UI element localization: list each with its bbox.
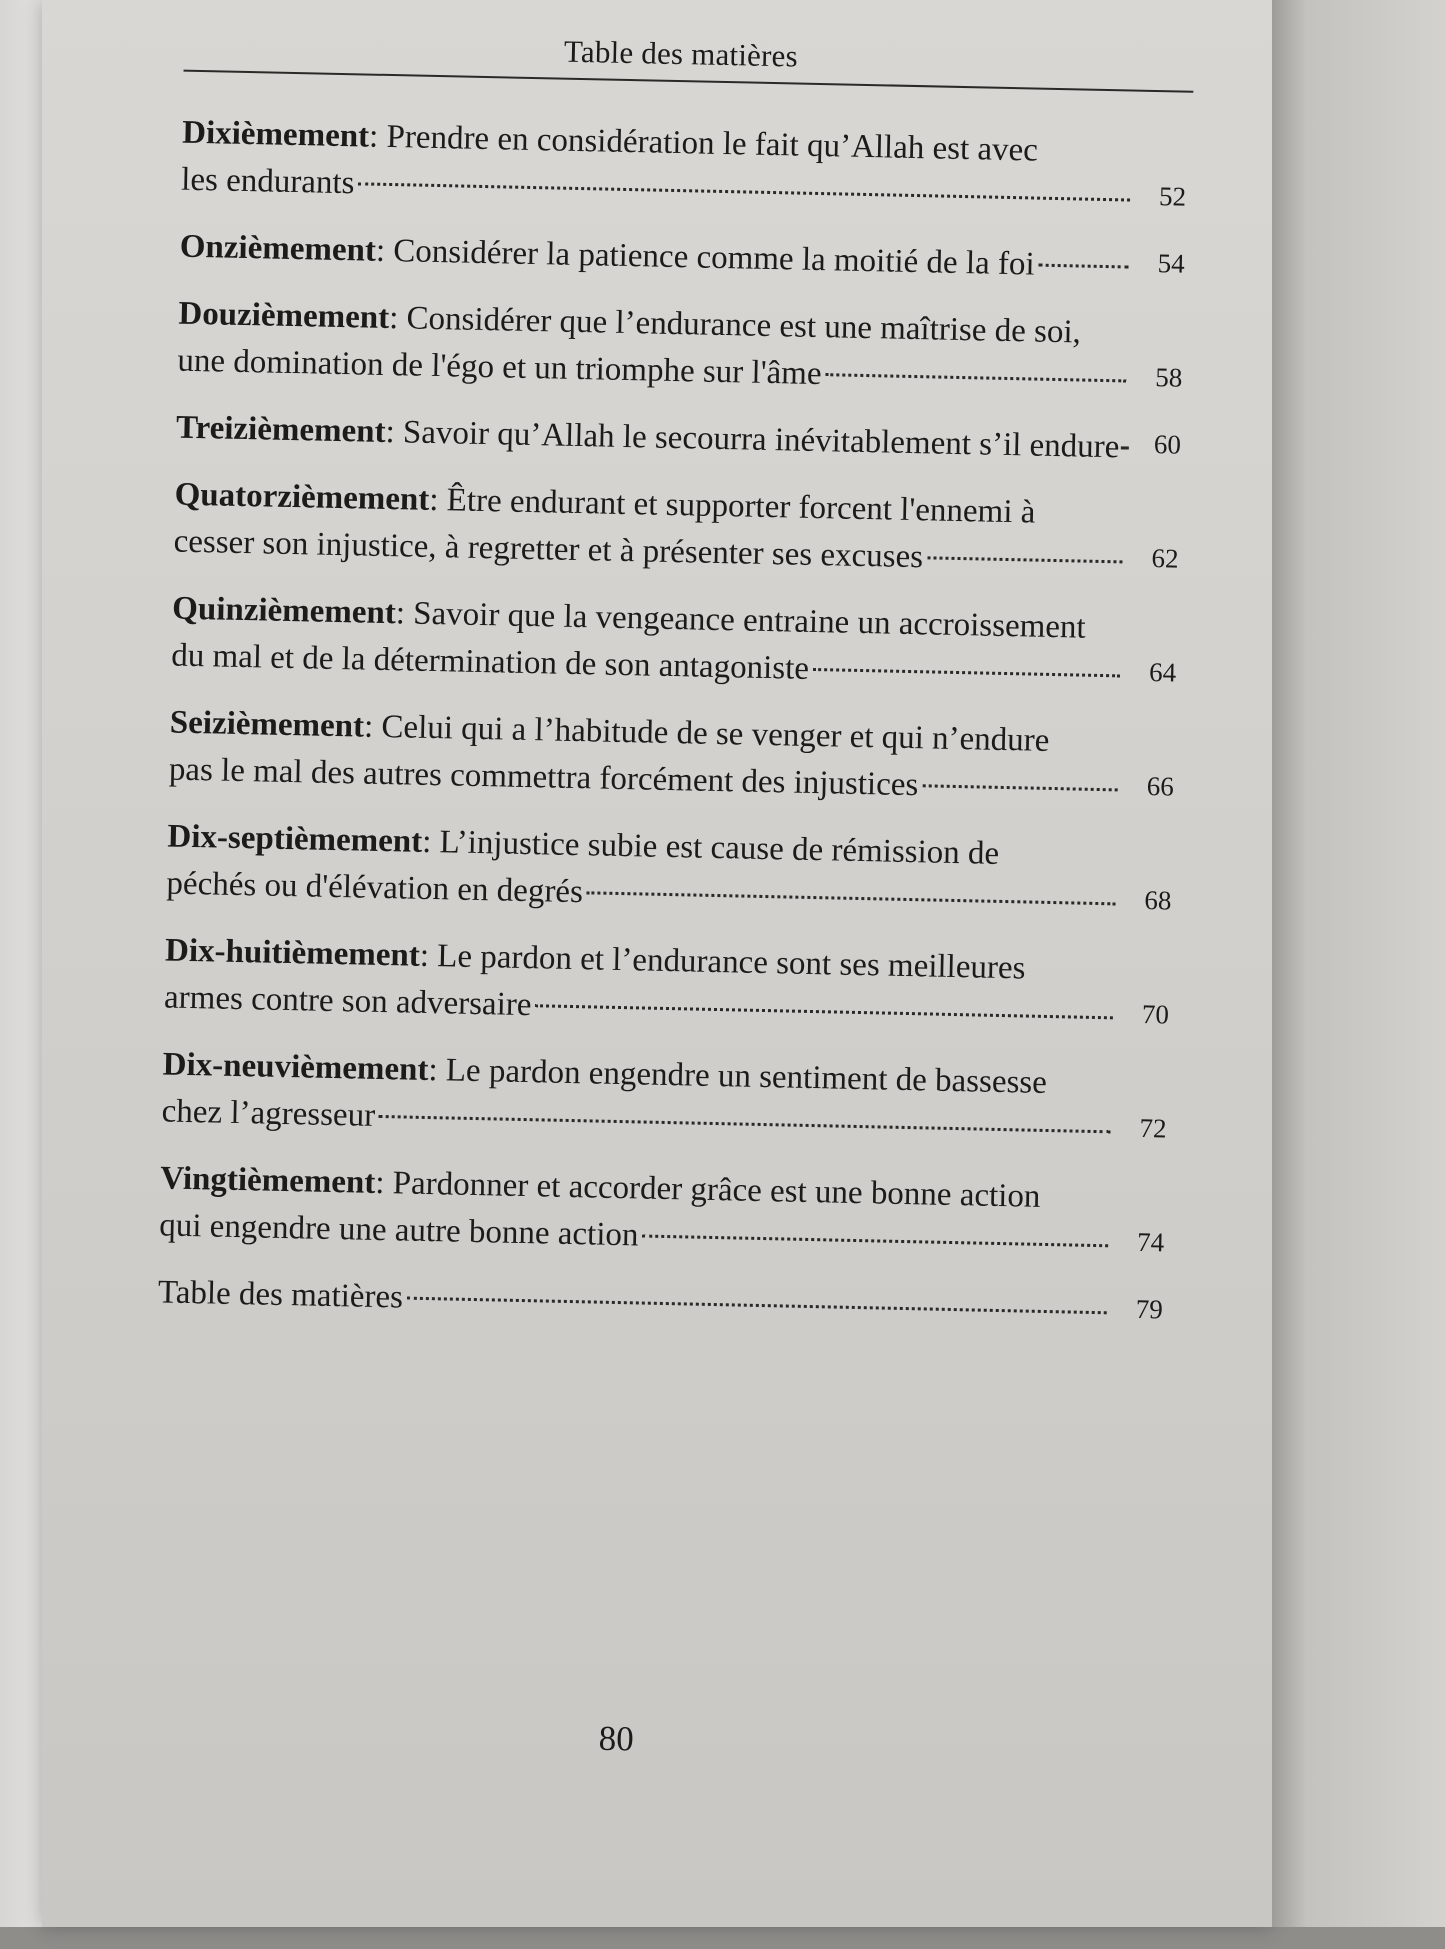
entry-text-tail: du mal et de la détermination de son antagoniste xyxy=(170,637,810,687)
entry-text: : Le pardon engendre un sentiment de bassesse xyxy=(428,1052,1048,1101)
entry-text: : Prendre en considération le fait qu’Allah est avec xyxy=(368,118,1039,169)
entry-keyword: Vingtièmement xyxy=(159,1160,376,1201)
toc-entry-16 xyxy=(168,700,1175,815)
dot-leader xyxy=(642,1235,1108,1248)
entry-page-number: 58 xyxy=(1155,362,1183,393)
entry-page-number: 79 xyxy=(1135,1293,1164,1325)
entry-page-number: 54 xyxy=(1157,248,1186,279)
toc-entry-table-des-matieres xyxy=(157,1269,1163,1337)
toc-entry-14 xyxy=(173,472,1180,587)
dot-leader xyxy=(379,1115,1110,1133)
entry-keyword: Dix-huitièmement xyxy=(164,932,421,974)
toc-entry-15 xyxy=(171,586,1178,701)
dot-leader xyxy=(922,784,1117,791)
page-number: 80 xyxy=(598,1718,635,1759)
entry-page-number: 62 xyxy=(1151,543,1179,574)
entry-page-number: 70 xyxy=(1141,998,1170,1030)
entry-keyword: Quatorzièmement xyxy=(174,476,430,518)
entry-keyword: Onzièmement xyxy=(179,228,377,269)
entry-text-tail: une domination de l'égo et un triomphe sur l'âme xyxy=(177,342,822,393)
toc-entry-18 xyxy=(164,927,1171,1042)
entry-text: : Le pardon et l’endurance sont ses meilleures xyxy=(419,937,1026,987)
page-content xyxy=(65,0,1195,1949)
entry-text-tail: les endurants xyxy=(180,161,355,202)
toc-entry-13 xyxy=(176,405,1182,473)
entry-text: : L’injustice subie est cause de rémission de xyxy=(421,823,1000,872)
entry-text-tail: chez l’agresseur xyxy=(161,1093,376,1134)
entry-page-number: 72 xyxy=(1139,1112,1167,1144)
entry-page-number: 66 xyxy=(1146,770,1175,802)
entry-text-tail: Table des matières xyxy=(157,1274,404,1316)
dot-leader xyxy=(358,182,1130,201)
entry-keyword: Treizièmement xyxy=(175,409,386,450)
entry-text-tail: qui engendre une autre bonne action xyxy=(158,1207,639,1254)
entry-text: : Celui qui a l’habitude de se venger et qui n’endure xyxy=(363,708,1050,759)
entry-text-tail: pas le mal des autres commettra forcément des injustices xyxy=(168,751,919,804)
toc-entry-19 xyxy=(161,1041,1168,1156)
header-rule xyxy=(184,70,1194,93)
entry-keyword: Dix-septièmement xyxy=(167,818,423,860)
dot-leader xyxy=(407,1297,1107,1315)
entry-text: : Savoir que la vengeance entraine un accroissement xyxy=(395,595,1087,646)
toc-entry-10 xyxy=(181,110,1188,225)
entry-text: : Considérer que l’endurance est une maîtrise de soi, xyxy=(388,300,1082,351)
toc-entry-11 xyxy=(179,224,1185,292)
toc-entry-20 xyxy=(159,1155,1166,1270)
entry-keyword: Dix-neuvièmement xyxy=(162,1046,429,1089)
entry-page-number: 64 xyxy=(1148,657,1177,688)
entry-text: : Être endurant et supporter forcent l'ennemi à xyxy=(428,481,1036,531)
entry-text-tail: : Savoir qu’Allah le secourra inévitablement s’il endure xyxy=(385,413,1120,466)
toc-entry-12 xyxy=(177,291,1184,406)
entry-keyword: Dixièmement xyxy=(181,114,370,155)
entry-page-number: 60 xyxy=(1153,429,1182,460)
entry-page-number: 74 xyxy=(1136,1226,1165,1258)
dot-leader xyxy=(927,556,1123,563)
entry-page-number: 68 xyxy=(1144,884,1172,916)
running-head: Table des matières xyxy=(563,33,799,74)
entry-page-number: 52 xyxy=(1158,181,1187,212)
dot-leader xyxy=(826,373,1127,382)
entry-keyword: Seizièmement xyxy=(169,704,365,745)
dot-leader xyxy=(535,1004,1113,1019)
entry-text-tail: péchés ou d'élévation en degrés xyxy=(166,865,584,911)
entry-text: : Pardonner et accorder grâce est une bonne action xyxy=(374,1164,1041,1215)
entry-keyword: Douzièmement xyxy=(178,295,390,337)
entry-text-tail: : Considérer la patience comme la moitié de la foi xyxy=(375,232,1035,283)
entry-keyword: Quinzièmement xyxy=(171,590,397,632)
dot-leader xyxy=(813,668,1120,677)
book-page-edge xyxy=(1272,0,1445,1927)
dot-leader xyxy=(587,891,1115,905)
dot-leader xyxy=(1123,446,1125,449)
dot-leader xyxy=(1039,264,1129,269)
toc-entry-17 xyxy=(166,813,1173,928)
entry-text-tail: armes contre son adversaire xyxy=(163,979,532,1024)
table-of-contents xyxy=(157,110,1187,1358)
entry-text-tail: cesser son injustice, à regretter et à présenter ses excuses xyxy=(173,523,924,576)
